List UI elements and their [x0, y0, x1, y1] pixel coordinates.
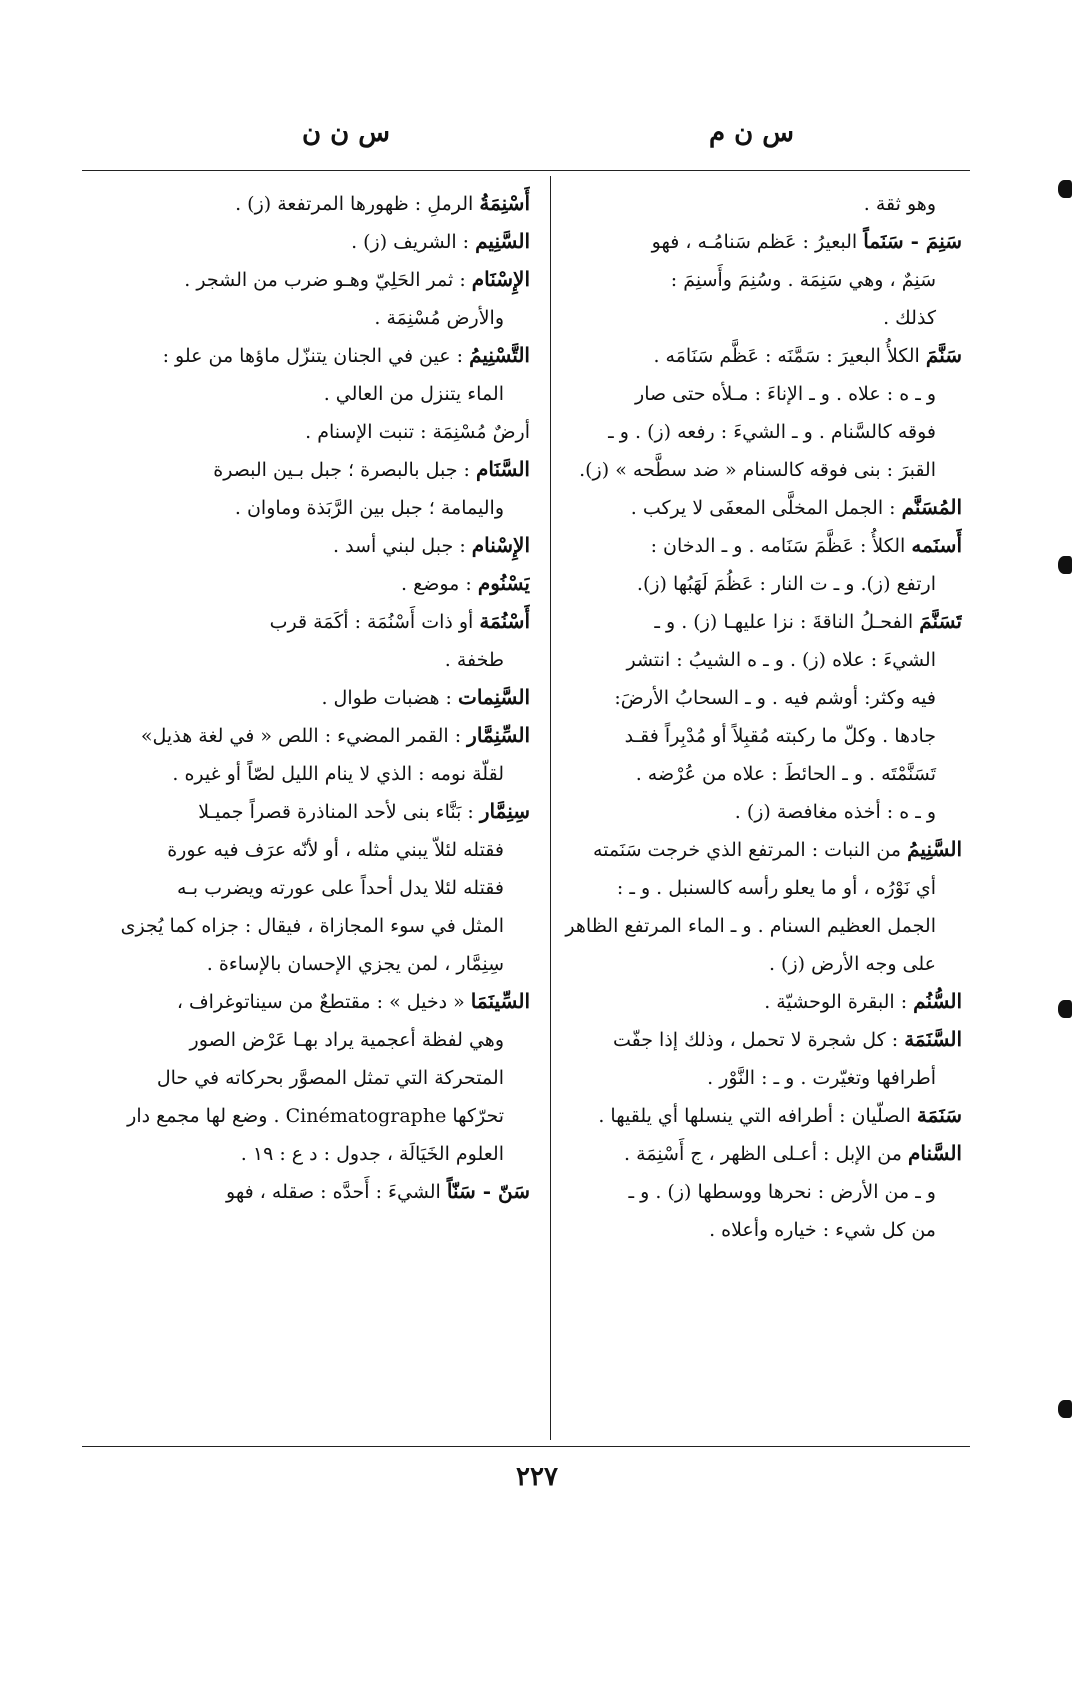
definition-text: من كل شيء : خياره وأعلاه .	[709, 1219, 936, 1241]
entry-line	[562, 602, 962, 640]
definition-text: الجمل العظيم السنام . و ـ الماء المرتفع الظاهر	[565, 915, 936, 937]
entry-line	[562, 336, 962, 374]
definition-text: الصلّيان : أطرافه التي ينسلها أي يلقيها .	[598, 1105, 917, 1127]
definition-text: فوقه كالسَّنام . و ـ الشيءَ : رفعه (ز) . و ـ	[608, 421, 936, 443]
entry-line	[90, 1172, 530, 1210]
definition-text: : القمر المضيء : اللص « في لغة هذيل»	[140, 725, 468, 747]
entry-line	[90, 868, 530, 906]
definition-text: لقلّة نومه : الذي لا ينام الليل لصّاً أو غيره .	[172, 763, 504, 785]
definition-text: تَسَنَّمْتَه . و ـ الحائطَ : علاه من عُرْضه .	[635, 763, 936, 785]
entry-line	[90, 640, 530, 678]
entry-line	[562, 640, 962, 678]
entry-line	[562, 412, 962, 450]
entry-line	[90, 906, 530, 944]
definition-text: الكلأُ البعيرَ : سَمَّنَه : عَظَّم سَنَامَه .	[653, 345, 926, 367]
left-column	[90, 184, 530, 1436]
headword: السَّنَمَة	[904, 1027, 962, 1051]
header-rule	[82, 170, 970, 171]
definition-text: القبرَ : بنى فوقه كالسنام « ضد سطَّحه » (ز).	[579, 459, 936, 481]
entry-line	[90, 564, 530, 602]
headword: السُّنُم	[913, 989, 962, 1013]
entry-line	[90, 222, 530, 260]
definition-text: : الجمل المخلَّى المعفَى لا يركب .	[630, 497, 902, 519]
entry-line	[90, 298, 530, 336]
margin-thumb-mark	[1058, 556, 1072, 574]
definition-text: الرملِ : ظهورها المرتفعة (ز) .	[235, 193, 480, 215]
entry-line	[562, 1058, 962, 1096]
headword: السِّنِمَّار	[467, 723, 530, 747]
entry-line	[90, 1058, 530, 1096]
entry-line	[90, 792, 530, 830]
definition-text: : جبل بالبصرة ؛ جبل بـين البصرة	[213, 459, 476, 481]
entry-line	[562, 792, 962, 830]
entry-line	[90, 1134, 530, 1172]
definition-text: وهي لفظة أعجمية يراد بهـا عَرْض الصور	[189, 1029, 504, 1051]
definition-text: : كل شجرة لا تحمل ، وذلك إذا جفّت	[613, 1029, 905, 1051]
entry-line	[562, 450, 962, 488]
headword: أَسنَمه	[911, 533, 962, 557]
entry-line	[90, 754, 530, 792]
entry-line	[562, 298, 962, 336]
headword: سَنَّمَ	[925, 343, 962, 367]
definition-text: العلوم الخَيَالَة ، جدول : د ع : ١٩ .	[240, 1143, 504, 1165]
entry-line	[90, 1020, 530, 1058]
definition-text: واليمامة ؛ جبل بين الرَّبَذة وماوان .	[234, 497, 504, 519]
entry-line	[90, 260, 530, 298]
definition-text: تحرّكها Cinématographe . وضع لها مجمع دار	[127, 1105, 504, 1127]
headword: الإِسْنَام	[471, 267, 530, 291]
definition-text: البعيرُ : عَظم سَنامُـه ، فهو	[651, 231, 864, 253]
definition-text: فيه وكثر: أوشم فيه . و ـ السحابُ الأرضَ:	[614, 687, 936, 709]
entry-line	[562, 1210, 962, 1248]
definition-text: أي نَوْرُه ، أو ما يعلو رأسه كالسنبل . و ـ :	[616, 877, 936, 899]
entry-line	[562, 1020, 962, 1058]
entry-line	[90, 716, 530, 754]
entry-line	[90, 1096, 530, 1134]
headword: السَّنِمات	[457, 685, 530, 709]
margin-thumb-mark	[1058, 1400, 1072, 1418]
entry-line	[90, 488, 530, 526]
entry-line	[562, 260, 962, 298]
definition-text: و ـ من الأرض : نحرها ووسطها (ز) . و ـ	[628, 1181, 936, 1203]
headword: سِنِمَّار	[479, 799, 530, 823]
definition-text: سَنِمٌ ، وهي سَنِمَة . وسُنِمَ وأَسنِمَ :	[670, 269, 936, 291]
entry-line	[562, 184, 962, 222]
definition-text: الفحـلُ الناقةَ : نزا عليهـا (ز) . و ـ	[654, 611, 920, 633]
entry-line	[562, 754, 962, 792]
definition-text: سِنِمَّار ، لمن يجزي الإحسان بالإساءة .	[206, 953, 504, 975]
definition-text: أطرافها وتغيّرت . و ـ : النَّوْر .	[707, 1067, 936, 1089]
entry-line	[90, 450, 530, 488]
entry-line	[562, 830, 962, 868]
definition-text: الشيءَ : علاه (ز) . و ـ ه الشيبُ : انتشر	[626, 649, 936, 671]
running-header-right: س ن م	[708, 118, 794, 148]
entry-line	[562, 868, 962, 906]
definition-text: جادها . وكلّ ما ركبته مُقبِلاً أو مُدْبِراً فقـد	[624, 725, 936, 747]
definition-text: على وجه الأرض (ز) .	[768, 953, 936, 975]
definition-text: : بَنَّاء بنى لأحد المناذرة قصراً جميـلا	[198, 801, 480, 823]
right-column	[562, 184, 962, 1436]
entry-line	[90, 678, 530, 716]
headword: أَسْنِمَةُ	[479, 191, 530, 215]
definition-text: من النبات : المرتفع الذي خرجت سَنَمته	[592, 839, 908, 861]
entry-line	[90, 412, 530, 450]
definition-text: المثل في سوء المجازاة ، فيقال : جزاه كما يُجزى	[120, 915, 504, 937]
definition-text: فقتله لئلا يدل أحداً على عورته ويضرب بـه	[177, 877, 504, 899]
margin-thumb-mark	[1058, 180, 1072, 198]
headword: التَّسْنِيمُ	[469, 343, 530, 367]
entry-line	[562, 1134, 962, 1172]
running-header-left: س ن ن	[302, 118, 391, 148]
entry-line	[90, 336, 530, 374]
entry-line	[562, 222, 962, 260]
entry-line	[562, 982, 962, 1020]
footer-rule	[82, 1446, 970, 1447]
entry-line	[562, 716, 962, 754]
definition-text: أرضٌ مُسْنِمَة : تنبت الإسنام .	[305, 421, 530, 443]
headword: السَّنام	[907, 1141, 962, 1165]
margin-thumb-mark	[1058, 1000, 1072, 1018]
entry-line	[90, 944, 530, 982]
definition-text: : هضبات طوال .	[321, 687, 458, 709]
definition-text: : الشريف (ز) .	[351, 231, 476, 253]
entry-line	[562, 526, 962, 564]
definition-text: كذلك .	[883, 307, 936, 329]
definition-text: وهو ثقة .	[863, 193, 936, 215]
page-number: ٢٢٧	[516, 1462, 558, 1492]
definition-text: و ـ ه : أخذه مغافصة (ز) .	[734, 801, 936, 823]
entry-line	[562, 678, 962, 716]
entry-line	[90, 982, 530, 1020]
headword: السَّنَام	[475, 457, 530, 481]
headword: سَنَمَة	[916, 1103, 962, 1127]
entry-line	[90, 602, 530, 640]
entry-line	[562, 1172, 962, 1210]
entry-line	[562, 906, 962, 944]
headword: سَنّ - سَنّاً	[446, 1179, 530, 1203]
definition-text: فقتله لئلاّ يبني مثله ، أو لأنّه عرَف فيه عورة	[167, 839, 504, 861]
entry-line	[562, 564, 962, 602]
headword: السِّينَمَا	[470, 989, 530, 1013]
definition-text: : موضع .	[401, 573, 478, 595]
definition-text: : جبل لبني أسد .	[332, 535, 472, 557]
definition-text: : البقرة الوحشيّة .	[764, 991, 914, 1013]
definition-text: المتحركة التي تمثل المصوَّر بحركاته في حال	[156, 1067, 504, 1089]
definition-text: الماء يتنزل من العالي .	[323, 383, 504, 405]
headword: يَسْنُوم	[477, 571, 530, 595]
entry-line	[90, 184, 530, 222]
definition-text: ارتفع (ز). و ـ ت النار : عَظُمَ لَهَبُها (ز).	[636, 573, 936, 595]
definition-text: والأرض مُسْنِمَة .	[374, 307, 504, 329]
definition-text: : عين في الجنان يتنزّل ماؤها من علو :	[162, 345, 470, 367]
column-divider	[550, 176, 551, 1440]
definition-text: الكلأُ : عَظَّمَ سَنَامه . و ـ الدخان :	[650, 535, 912, 557]
entry-line	[562, 1096, 962, 1134]
entry-line	[562, 374, 962, 412]
headword: السَّنِيمُ	[907, 837, 962, 861]
definition-text: من الإبل : أعـلى الظهر ، ج أَسْنِمَة .	[624, 1143, 908, 1165]
entry-line	[90, 526, 530, 564]
headword: تَسَنَّمَ	[919, 609, 962, 633]
definition-text: الشيءَ : أَحدَّه : صقله ، فهو	[226, 1181, 447, 1203]
headword: أَسْنُمَة	[479, 609, 530, 633]
headword: الإِسْنام	[471, 533, 530, 557]
definition-text: طخفة .	[444, 649, 504, 671]
headword: السَّنِيم	[475, 229, 530, 253]
headword: المُسَنَّم	[901, 495, 962, 519]
definition-text: أو ذات أَسْنُمَة : أكَمَة قرب	[269, 611, 480, 633]
headword: سَنِمَ - سَنَماً	[863, 229, 962, 253]
definition-text: و ـ ه : علاه . و ـ الإناءَ : مـلأه حتى صار	[635, 383, 936, 405]
entry-line	[90, 830, 530, 868]
definition-text: : ثمر الحَلِيّ وهـو ضرب من الشجر .	[184, 269, 472, 291]
entry-line	[90, 374, 530, 412]
entry-line	[562, 944, 962, 982]
entry-line	[562, 488, 962, 526]
definition-text: « دخيل » : مقتطعٌ من سيناتوغراف ،	[176, 991, 471, 1013]
